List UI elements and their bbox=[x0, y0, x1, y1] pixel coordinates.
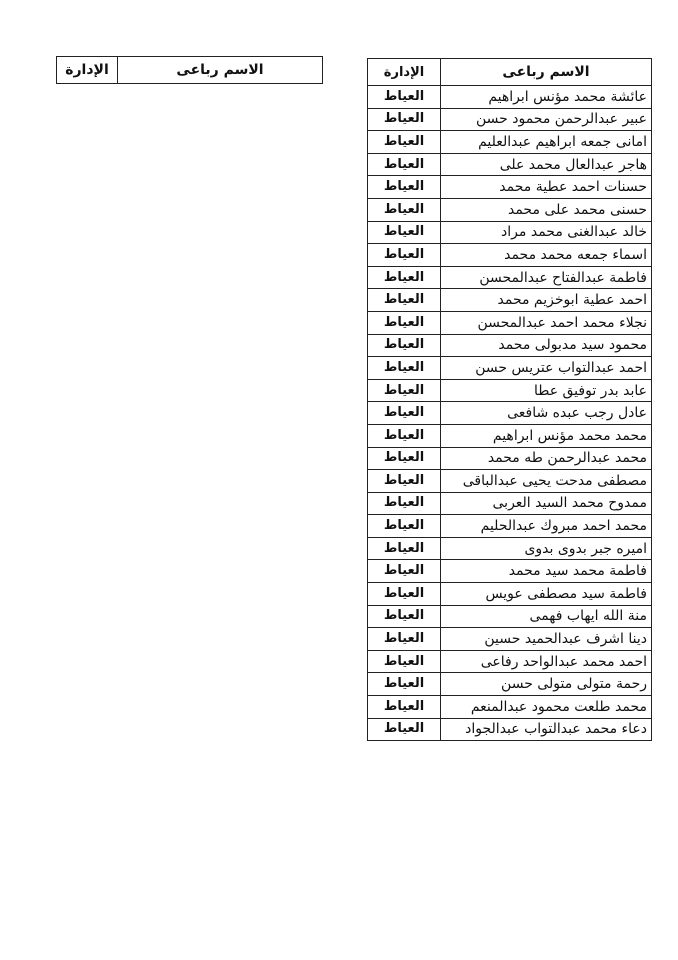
person-name-cell: مصطفى مدحت يحيى عبدالباقى bbox=[441, 470, 652, 493]
person-name-cell: دينا اشرف عبدالحميد حسين bbox=[441, 628, 652, 651]
department-cell: العياط bbox=[368, 628, 441, 651]
person-name-cell: محمود سيد مدبولى محمد bbox=[441, 334, 652, 357]
department-cell: العياط bbox=[368, 131, 441, 154]
empty-table-dept-header: الإدارة bbox=[57, 57, 118, 84]
table-row bbox=[368, 673, 652, 696]
table-row bbox=[368, 311, 652, 334]
names-table-header-row bbox=[368, 59, 652, 86]
person-name-cell: احمد عبدالتواب عتريس حسن bbox=[441, 357, 652, 380]
names-table bbox=[367, 58, 652, 741]
department-cell: العياط bbox=[368, 583, 441, 606]
department-cell: العياط bbox=[368, 537, 441, 560]
department-cell: العياط bbox=[368, 560, 441, 583]
table-row bbox=[368, 131, 652, 154]
table-row bbox=[368, 628, 652, 651]
person-name-cell: نجلاء محمد احمد عبدالمحسن bbox=[441, 311, 652, 334]
person-name-cell: خالد عبدالغنى محمد مراد bbox=[441, 221, 652, 244]
department-cell: العياط bbox=[368, 718, 441, 741]
table-row bbox=[368, 176, 652, 199]
person-name-cell: حسنى محمد على محمد bbox=[441, 198, 652, 221]
person-name-cell: عابد بدر توفيق عطا bbox=[441, 379, 652, 402]
department-cell: العياط bbox=[368, 515, 441, 538]
department-column-header: الإدارة bbox=[368, 59, 441, 86]
department-cell: العياط bbox=[368, 470, 441, 493]
table-row bbox=[368, 537, 652, 560]
person-name-cell: دعاء محمد عبدالتواب عبدالجواد bbox=[441, 718, 652, 741]
person-name-cell: محمد عبدالرحمن طه محمد bbox=[441, 447, 652, 470]
department-cell: العياط bbox=[368, 357, 441, 380]
table-row bbox=[368, 515, 652, 538]
department-cell: العياط bbox=[368, 379, 441, 402]
person-name-cell: منة الله ايهاب فهمى bbox=[441, 605, 652, 628]
department-cell: العياط bbox=[368, 605, 441, 628]
person-name-cell: حسنات احمد عطية محمد bbox=[441, 176, 652, 199]
table-row bbox=[368, 447, 652, 470]
table-row bbox=[368, 266, 652, 289]
department-cell: العياط bbox=[368, 266, 441, 289]
name-column-header: الاسم رباعى bbox=[441, 59, 652, 86]
person-name-cell: هاجر عبدالعال محمد على bbox=[441, 153, 652, 176]
department-cell: العياط bbox=[368, 289, 441, 312]
person-name-cell: اميره جبر بدوى بدوى bbox=[441, 537, 652, 560]
department-cell: العياط bbox=[368, 198, 441, 221]
department-cell: العياط bbox=[368, 244, 441, 267]
person-name-cell: احمد محمد عبدالواحد رفاعى bbox=[441, 650, 652, 673]
person-name-cell: ممدوح محمد السيد العربى bbox=[441, 492, 652, 515]
person-name-cell: احمد عطية ابوخزيم محمد bbox=[441, 289, 652, 312]
empty-names-table bbox=[56, 56, 323, 84]
table-row bbox=[368, 424, 652, 447]
department-cell: العياط bbox=[368, 650, 441, 673]
department-cell: العياط bbox=[368, 673, 441, 696]
table-row bbox=[368, 244, 652, 267]
department-cell: العياط bbox=[368, 176, 441, 199]
table-row bbox=[368, 696, 652, 719]
person-name-cell: محمد طلعت محمود عبدالمنعم bbox=[441, 696, 652, 719]
table-row bbox=[368, 402, 652, 425]
department-cell: العياط bbox=[368, 108, 441, 131]
person-name-cell: محمد محمد مؤنس ابراهيم bbox=[441, 424, 652, 447]
empty-table-name-header: الاسم رباعى bbox=[118, 57, 323, 84]
table-row bbox=[368, 153, 652, 176]
table-row bbox=[368, 357, 652, 380]
table-row bbox=[368, 289, 652, 312]
person-name-cell: فاطمة عبدالفتاح عبدالمحسن bbox=[441, 266, 652, 289]
table-row bbox=[368, 718, 652, 741]
person-name-cell: فاطمة سيد مصطفى عويس bbox=[441, 583, 652, 606]
table-row bbox=[368, 221, 652, 244]
table-row bbox=[368, 492, 652, 515]
empty-table-header-row bbox=[57, 57, 323, 84]
table-row bbox=[368, 650, 652, 673]
department-cell: العياط bbox=[368, 402, 441, 425]
department-cell: العياط bbox=[368, 424, 441, 447]
department-cell: العياط bbox=[368, 153, 441, 176]
table-row bbox=[368, 470, 652, 493]
person-name-cell: اسماء جمعه محمد محمد bbox=[441, 244, 652, 267]
department-cell: العياط bbox=[368, 221, 441, 244]
table-row bbox=[368, 108, 652, 131]
names-table-body bbox=[368, 86, 652, 741]
table-row bbox=[368, 583, 652, 606]
person-name-cell: عائشة محمد مؤنس ابراهيم bbox=[441, 86, 652, 109]
table-row bbox=[368, 605, 652, 628]
table-row bbox=[368, 334, 652, 357]
department-cell: العياط bbox=[368, 696, 441, 719]
department-cell: العياط bbox=[368, 492, 441, 515]
table-row bbox=[368, 86, 652, 109]
table-row bbox=[368, 379, 652, 402]
department-cell: العياط bbox=[368, 86, 441, 109]
person-name-cell: فاطمة محمد سيد محمد bbox=[441, 560, 652, 583]
department-cell: العياط bbox=[368, 447, 441, 470]
table-row bbox=[368, 198, 652, 221]
person-name-cell: عبير عبدالرحمن محمود حسن bbox=[441, 108, 652, 131]
department-cell: العياط bbox=[368, 334, 441, 357]
department-cell: العياط bbox=[368, 311, 441, 334]
person-name-cell: عادل رجب عبده شافعى bbox=[441, 402, 652, 425]
table-row bbox=[368, 560, 652, 583]
person-name-cell: رحمة متولى متولى حسن bbox=[441, 673, 652, 696]
person-name-cell: محمد احمد مبروك عبدالحليم bbox=[441, 515, 652, 538]
person-name-cell: امانى جمعه ابراهيم عبدالعليم bbox=[441, 131, 652, 154]
